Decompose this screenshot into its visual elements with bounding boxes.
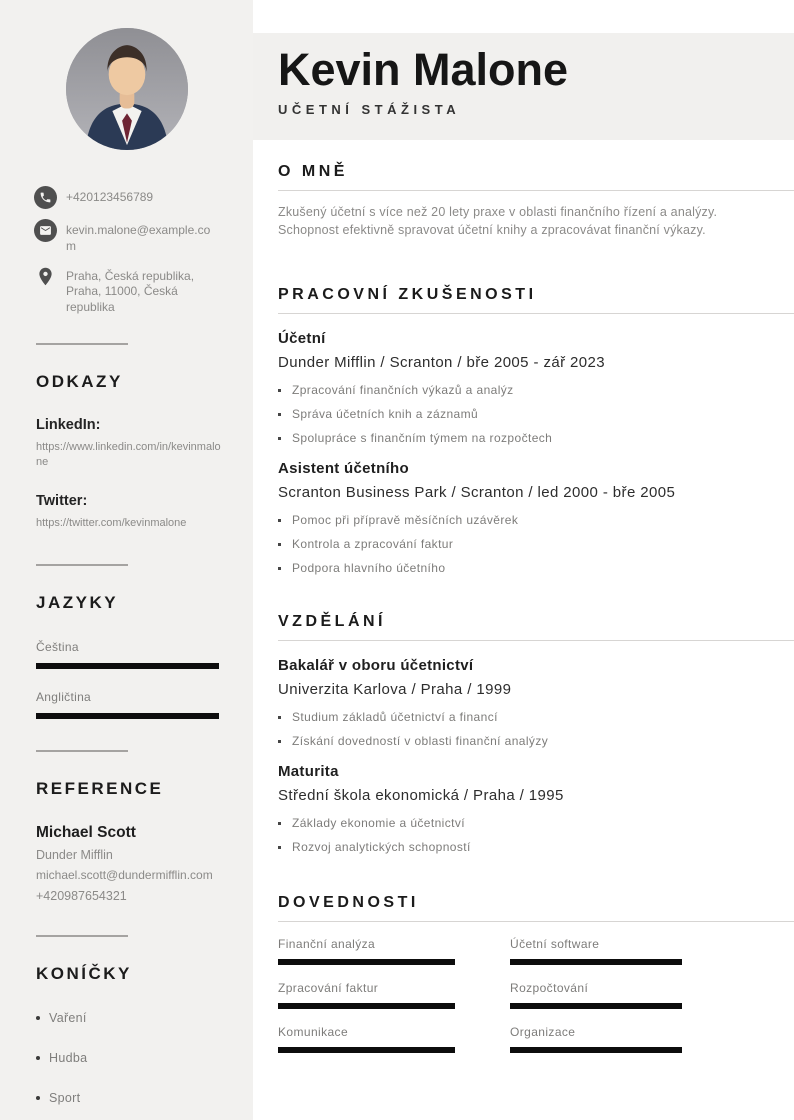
section-rule: [278, 921, 794, 922]
location-pin-icon: [34, 265, 57, 288]
section-rule: [278, 190, 794, 191]
language-level-fill: [36, 663, 219, 669]
experience-entry: [278, 330, 794, 445]
hobby-item: [36, 1091, 253, 1105]
contact-address-row: [34, 265, 253, 316]
skill-level-fill: [510, 959, 682, 965]
skill-level-bar: [278, 1047, 455, 1053]
hobby-label: Hudba: [49, 1051, 88, 1066]
sidebar: [0, 0, 253, 1120]
bullet-item: Kontrola a zpracování faktur: [278, 537, 794, 551]
education-entry: [278, 763, 794, 854]
skill-label: Komunikace: [278, 1025, 349, 1039]
skills-grid: [278, 937, 794, 1053]
reference-company: Dunder Mifflin: [36, 847, 113, 862]
skill-label: Organizace: [510, 1025, 576, 1039]
language-level-bar: [36, 713, 219, 719]
hobbies-heading: KONÍČKY: [36, 964, 132, 984]
section-rule: [278, 313, 794, 314]
bullet-item: Zpracování finančních výkazů a analýz: [278, 383, 794, 397]
skill-level-bar: [278, 1003, 455, 1009]
language-item: [36, 640, 217, 669]
contact-block: [34, 186, 253, 316]
bullet-item: Rozvoj analytických schopností: [278, 840, 794, 854]
bullet-item: Pomoc při přípravě měsíčních uzávěrek: [278, 513, 794, 527]
bullet-square: [278, 519, 281, 522]
job-title: UČETNÍ STÁŽISTA: [278, 102, 461, 118]
linkedin-url[interactable]: https://www.linkedin.com/in/kevinmalone: [36, 441, 221, 468]
language-item: [36, 690, 217, 719]
skill-level-bar: [510, 1047, 682, 1053]
phone-icon: [34, 186, 57, 209]
contact-phone-row: [34, 186, 253, 209]
bullet-item: Studium základů účetnictví a financí: [278, 710, 794, 724]
skill-level-fill: [278, 1047, 455, 1053]
job-position: Účetní: [278, 330, 326, 347]
hobby-label: Vaření: [49, 1011, 87, 1026]
bullet-square: [278, 740, 281, 743]
reference-block: [36, 824, 217, 904]
section-skills: [253, 894, 794, 1053]
page-title: Kevin Malone: [278, 44, 569, 95]
divider: [36, 935, 128, 937]
skill-item: [510, 981, 682, 1009]
skill-label: Rozpočtování: [510, 981, 589, 995]
bullet-square: [278, 437, 281, 440]
languages-heading: JAZYKY: [36, 592, 119, 612]
hobbies-list: [36, 1011, 253, 1105]
contact-phone: +420123456789: [66, 190, 154, 204]
skill-item: [278, 1025, 455, 1053]
skill-label: Zpracování faktur: [278, 981, 379, 995]
hobby-label: Sport: [49, 1091, 81, 1106]
bullet-square: [278, 716, 281, 719]
section-rule: [278, 640, 794, 641]
skill-level-fill: [278, 959, 455, 965]
degree-bullets: [278, 816, 794, 854]
skill-level-bar: [278, 959, 455, 965]
section-experience: [253, 286, 794, 575]
education-heading: VZDĚLÁNÍ: [278, 613, 386, 630]
job-position: Asistent účetního: [278, 460, 409, 477]
section-about: [253, 163, 794, 239]
link-item-linkedin: [36, 417, 221, 470]
contact-email-row: [34, 219, 253, 255]
skill-level-fill: [510, 1003, 682, 1009]
language-name: Angličtina: [36, 689, 92, 704]
reference-phone: +420987654321: [36, 889, 127, 904]
hobby-item: [36, 1051, 253, 1065]
skill-item: [278, 981, 455, 1009]
skill-item: [278, 937, 455, 965]
section-education: [253, 613, 794, 854]
skill-level-bar: [510, 959, 682, 965]
skill-label: Finanční analýza: [278, 937, 376, 951]
degree-meta: Střední škola ekonomická / Praha / 1995: [278, 787, 564, 804]
experience-heading: PRACOVNÍ ZKUŠENOSTI: [278, 286, 537, 303]
about-heading: O MNĚ: [278, 163, 348, 180]
link-item-twitter: [36, 493, 217, 531]
bullet-dot: [36, 1096, 40, 1100]
bullet-square: [278, 543, 281, 546]
degree-bullets: [278, 710, 794, 748]
about-text: Zkušený účetní s více než 20 lety praxe v oblasti finančního řízení a analýzy. Schopnost efektivně spravovat účetní knihy a zpracovávat finanční výkazy.: [278, 205, 718, 237]
language-level-bar: [36, 663, 219, 669]
email-icon: [34, 219, 57, 242]
experience-entry: [278, 460, 794, 575]
reference-heading: REFERENCE: [36, 778, 164, 798]
job-meta: Scranton Business Park / Scranton / led 2000 - bře 2005: [278, 484, 676, 501]
twitter-label: Twitter:: [36, 492, 88, 509]
skill-level-fill: [510, 1047, 682, 1053]
bullet-dot: [36, 1016, 40, 1020]
bullet-square: [278, 846, 281, 849]
divider: [36, 343, 128, 345]
job-meta: Dunder Mifflin / Scranton / bře 2005 - zář 2023: [278, 354, 606, 371]
skill-level-fill: [278, 1003, 455, 1009]
skill-label: Účetní software: [510, 937, 600, 951]
bullet-item: Spolupráce s finančním týmem na rozpočtech: [278, 431, 794, 445]
bullet-square: [278, 389, 281, 392]
linkedin-label: LinkedIn:: [36, 417, 101, 434]
header-band: [253, 33, 794, 140]
job-bullets: [278, 383, 794, 445]
twitter-url[interactable]: https://twitter.com/kevinmalone: [36, 516, 187, 529]
contact-email: kevin.malone@example.com: [66, 223, 211, 253]
profile-photo: [66, 28, 188, 150]
job-bullets: [278, 513, 794, 575]
contact-address: Praha, Česká republika, Praha, 11000, Česká republika: [66, 268, 195, 315]
reference-email: michael.scott@dundermifflin.com: [36, 867, 213, 882]
bullet-square: [278, 567, 281, 570]
bullet-item: Podpora hlavního účetního: [278, 561, 794, 575]
education-entry: [278, 657, 794, 748]
degree-title: Bakalář v oboru účetnictví: [278, 657, 474, 674]
degree-meta: Univerzita Karlova / Praha / 1999: [278, 681, 512, 698]
avatar-illustration: [66, 28, 188, 150]
degree-title: Maturita: [278, 763, 339, 780]
skill-item: [510, 937, 682, 965]
language-name: Čeština: [36, 639, 79, 654]
bullet-item: Základy ekonomie a účetnictví: [278, 816, 794, 830]
bullet-item: Správa účetních knih a záznamů: [278, 407, 794, 421]
divider: [36, 750, 128, 752]
skill-level-bar: [510, 1003, 682, 1009]
hobby-item: [36, 1011, 253, 1025]
skills-heading: DOVEDNOSTI: [278, 894, 419, 911]
bullet-dot: [36, 1056, 40, 1060]
main-content: [253, 0, 794, 1053]
bullet-item: Získání dovedností v oblasti finanční analýzy: [278, 734, 794, 748]
divider: [36, 564, 128, 566]
reference-name: Michael Scott: [36, 823, 136, 841]
language-level-fill: [36, 713, 219, 719]
links-heading: ODKAZY: [36, 372, 123, 392]
skill-item: [510, 1025, 682, 1053]
bullet-square: [278, 413, 281, 416]
bullet-square: [278, 822, 281, 825]
